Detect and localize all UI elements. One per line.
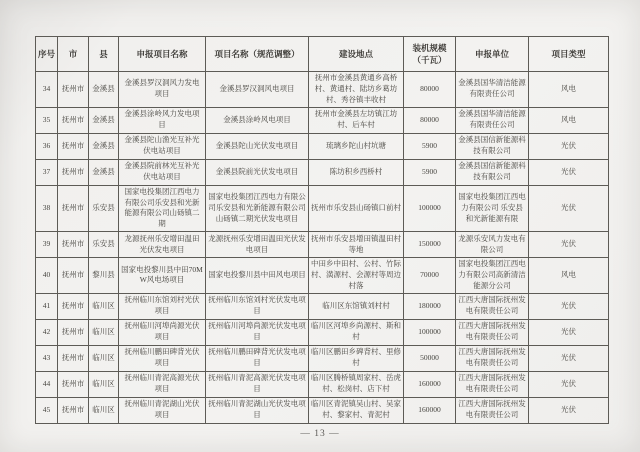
cell-applicant: 国家电投集团江西电力有限公司高新清洁能源分公司 [456, 258, 529, 294]
cell-adjusted-name: 抚州临川东馆刘村光伏发电项目 [206, 293, 309, 319]
cell-location: 陈坊积乡西桥村 [309, 159, 404, 185]
project-table [35, 36, 609, 424]
cell-no: 43 [36, 345, 58, 371]
cell-adjusted-name: 金溪县陀山光伏发电项目 [206, 133, 309, 159]
cell-type: 光伏 [529, 185, 609, 232]
cell-location: 临川区鹏田乡碑背村、里修村 [309, 345, 404, 371]
cell-location: 临川区腾桥镇周家村、岳虎村、松岗村、店下村 [309, 371, 404, 397]
table-header-row [36, 37, 609, 72]
table-row [36, 258, 609, 294]
cell-city: 抚州市 [58, 258, 89, 294]
cell-county: 乐安县 [89, 185, 119, 232]
cell-no: 44 [36, 371, 58, 397]
cell-adjusted-name: 抚州临川鹏田碑背光伏发电项目 [206, 345, 309, 371]
cell-applicant: 江西大唐国际抚州发电有限责任公司 [456, 319, 529, 345]
cell-capacity: 50000 [404, 345, 456, 371]
cell-county: 黎川县 [89, 258, 119, 294]
cell-adjusted-name: 抚州临川青泥湖山光伏发电项目 [206, 397, 309, 423]
column-header-no: 序号 [36, 37, 58, 72]
cell-city: 抚州市 [58, 232, 89, 258]
cell-adjusted-name: 国家电投集团江西电力有限公司乐安县和光新能源有限公司山砀镇二期光伏发电项目 [206, 185, 309, 232]
cell-capacity: 160000 [404, 397, 456, 423]
cell-type: 风电 [529, 72, 609, 108]
cell-declared-name: 抚州临川青泥高源光伏项目 [119, 371, 206, 397]
column-header-applicant: 申报单位 [456, 37, 529, 72]
table-row [36, 293, 609, 319]
column-header-declared-name: 申报项目名称 [119, 37, 206, 72]
cell-declared-name: 金溪县涂岭风力发电项目 [119, 107, 206, 133]
cell-city: 抚州市 [58, 371, 89, 397]
cell-adjusted-name: 龙源抚州乐安增田温田光伏发电项目 [206, 232, 309, 258]
table-row [36, 232, 609, 258]
cell-no: 42 [36, 319, 58, 345]
cell-county: 临川区 [89, 345, 119, 371]
table-row [36, 133, 609, 159]
cell-county: 临川区 [89, 397, 119, 423]
cell-city: 抚州市 [58, 133, 89, 159]
cell-type: 光伏 [529, 397, 609, 423]
cell-capacity: 80000 [404, 72, 456, 108]
cell-city: 抚州市 [58, 159, 89, 185]
cell-location: 抚州市乐安县山砀镇口前村 [309, 185, 404, 232]
cell-applicant: 龙源乐安风力发电有限公司 [456, 232, 529, 258]
column-header-location: 建设地点 [309, 37, 404, 72]
cell-applicant: 金溪县国华清洁能源有限责任公司 [456, 72, 529, 108]
cell-applicant: 国家电投集团江西电力有限公司 乐安县和光新能源有限 [456, 185, 529, 232]
cell-applicant: 江西大唐国际抚州发电有限责任公司 [456, 345, 529, 371]
table-row [36, 397, 609, 423]
cell-no: 35 [36, 107, 58, 133]
cell-county: 金溪县 [89, 72, 119, 108]
column-header-city: 市 [58, 37, 89, 72]
cell-applicant: 江西大唐国际抚州发电有限责任公司 [456, 371, 529, 397]
cell-type: 风电 [529, 258, 609, 294]
cell-capacity: 80000 [404, 107, 456, 133]
cell-type: 光伏 [529, 133, 609, 159]
cell-declared-name: 抚州临川青泥湖山光伏项目 [119, 397, 206, 423]
cell-city: 抚州市 [58, 397, 89, 423]
table-row [36, 345, 609, 371]
table-row [36, 107, 609, 133]
column-header-capacity: 装机规模（千瓦） [404, 37, 456, 72]
cell-city: 抚州市 [58, 293, 89, 319]
cell-type: 光伏 [529, 159, 609, 185]
cell-county: 金溪县 [89, 159, 119, 185]
cell-no: 41 [36, 293, 58, 319]
cell-declared-name: 抚州临川河埠尚源光伏项目 [119, 319, 206, 345]
cell-type: 光伏 [529, 293, 609, 319]
table-row [36, 159, 609, 185]
cell-no: 40 [36, 258, 58, 294]
cell-city: 抚州市 [58, 107, 89, 133]
table-row [36, 371, 609, 397]
cell-type: 光伏 [529, 232, 609, 258]
cell-capacity: 150000 [404, 232, 456, 258]
cell-capacity: 180000 [404, 293, 456, 319]
cell-type: 风电 [529, 107, 609, 133]
cell-county: 临川区 [89, 293, 119, 319]
cell-type: 光伏 [529, 345, 609, 371]
cell-capacity: 70000 [404, 258, 456, 294]
cell-declared-name: 金溪县陀山渔光互补光伏电站项目 [119, 133, 206, 159]
cell-location: 抚州市乐安县增田镇温田村等地 [309, 232, 404, 258]
cell-declared-name: 国家电投集团江西电力有限公司乐安县和光新能源有限公司山砀镇二期 [119, 185, 206, 232]
cell-applicant: 江西大唐国际抚州发电有限责任公司 [456, 397, 529, 423]
table-row [36, 185, 609, 232]
cell-capacity: 160000 [404, 371, 456, 397]
cell-declared-name: 抚州临川鹏田碑背光伏项目 [119, 345, 206, 371]
cell-capacity: 100000 [404, 319, 456, 345]
cell-city: 抚州市 [58, 345, 89, 371]
cell-location: 临川区东馆镇刘村村 [309, 293, 404, 319]
cell-adjusted-name: 抚州临川河埠尚源光伏发电项目 [206, 319, 309, 345]
cell-county: 临川区 [89, 371, 119, 397]
cell-applicant: 金溪县国信新能源科技有限公司 [456, 133, 529, 159]
cell-applicant: 金溪县国信新能源科技有限公司 [456, 159, 529, 185]
cell-county: 临川区 [89, 319, 119, 345]
cell-county: 金溪县 [89, 107, 119, 133]
cell-no: 34 [36, 72, 58, 108]
cell-declared-name: 龙源抚州乐安增田温田光伏发电项目 [119, 232, 206, 258]
cell-declared-name: 金溪县罗汉洞风力发电项目 [119, 72, 206, 108]
cell-location: 中田乡中田村、公村、竹际村、潢源村、会源村等周边村落 [309, 258, 404, 294]
cell-no: 38 [36, 185, 58, 232]
cell-city: 抚州市 [58, 72, 89, 108]
column-header-type: 项目类型 [529, 37, 609, 72]
cell-adjusted-name: 金溪县涂岭风电项目 [206, 107, 309, 133]
cell-location: 琉璃乡陀山村坑塘 [309, 133, 404, 159]
cell-city: 抚州市 [58, 185, 89, 232]
column-header-adjusted-name: 项目名称（规范调整） [206, 37, 309, 72]
cell-adjusted-name: 国家电投黎川县中田风电项目 [206, 258, 309, 294]
cell-county: 乐安县 [89, 232, 119, 258]
cell-location: 临川区青泥镇吴山村、吴家村、黎家村、青泥村 [309, 397, 404, 423]
cell-city: 抚州市 [58, 319, 89, 345]
cell-capacity: 5900 [404, 159, 456, 185]
cell-adjusted-name: 金溪县院前光伏发电项目 [206, 159, 309, 185]
project-table-body [36, 72, 609, 424]
cell-applicant: 金溪县国华清洁能源有限责任公司 [456, 107, 529, 133]
cell-type: 光伏 [529, 371, 609, 397]
cell-declared-name: 抚州临川东馆刘村光伏项目 [119, 293, 206, 319]
cell-declared-name: 国家电投黎川县中田70MW风电场项目 [119, 258, 206, 294]
cell-adjusted-name: 金溪县罗汉洞风电项目 [206, 72, 309, 108]
cell-location: 抚州市金溪县黄通乡高桥村、黄通村、陆坊乡葛坊村、秀谷镇丰收村 [309, 72, 404, 108]
cell-location: 临川区河埠乡尚源村、斯和村 [309, 319, 404, 345]
cell-type: 光伏 [529, 319, 609, 345]
cell-no: 37 [36, 159, 58, 185]
cell-no: 45 [36, 397, 58, 423]
cell-adjusted-name: 抚州临川青泥高源光伏发电项目 [206, 371, 309, 397]
column-header-county: 县 [89, 37, 119, 72]
cell-capacity: 5900 [404, 133, 456, 159]
cell-county: 金溪县 [89, 133, 119, 159]
cell-location: 抚州市金溪县左坊镇江坊村、后车村 [309, 107, 404, 133]
cell-capacity: 100000 [404, 185, 456, 232]
cell-applicant: 江西大唐国际抚州发电有限责任公司 [456, 293, 529, 319]
table-row [36, 319, 609, 345]
cell-declared-name: 金溪县院前林光互补光伏电站项目 [119, 159, 206, 185]
cell-no: 36 [36, 133, 58, 159]
table-row [36, 72, 609, 108]
page-number: — 13 — [300, 429, 340, 439]
cell-no: 39 [36, 232, 58, 258]
